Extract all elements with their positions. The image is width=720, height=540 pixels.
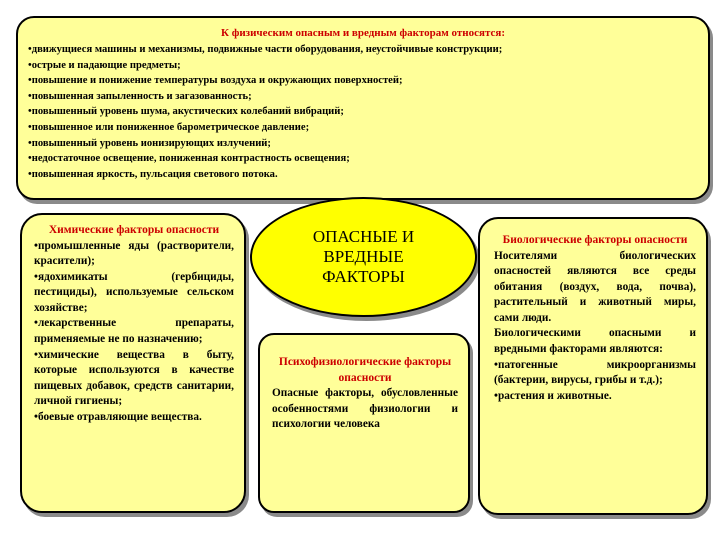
bio-factors-box <box>478 217 708 515</box>
list-item: •растения и животные. <box>494 389 612 402</box>
central-title: ОПАСНЫЕ И ВРЕДНЫЕ ФАКТОРЫ <box>312 227 415 286</box>
list-item: •движущиеся машины и механизмы, подвижные части оборудования, неустойчивые конструкции; <box>28 44 503 55</box>
list-item: •боевые отравляющие вещества. <box>34 411 202 424</box>
bio-factors-text: Носителями биологических опасностей являются все среды обитания (воздух, вода, почва), растительный и животный миры, сами люди. <box>494 249 696 324</box>
physical-factors-title: К физическим опасным и вредным факторам относятся: <box>221 27 505 39</box>
chemical-factors-box <box>20 213 246 513</box>
chemical-factors-title: Химические факторы опасности <box>48 224 220 236</box>
physical-factors-box <box>16 16 710 200</box>
list-item: •патогенные микроорганизмы (бактерии, вирусы, грибы и т.д.); <box>494 358 696 387</box>
psycho-factors-title: Психофизиологические факторы опасности <box>278 356 452 384</box>
list-item: •недостаточное освещение, пониженная контрастность освещения; <box>28 153 350 165</box>
list-item: •повышение и понижение температуры воздуха и окружающих поверхностей; <box>28 75 403 87</box>
physical-factors-list <box>28 42 698 182</box>
bio-factors-title: Биологические факторы опасности <box>502 234 688 246</box>
psycho-factors-text: Опасные факторы, обусловленные особенностями физиологии и психологии человека <box>272 387 458 431</box>
list-item: •повышенная яркость, пульсация светового потока. <box>28 168 278 180</box>
list-item: •повышенная запыленность и загазованность; <box>28 90 252 102</box>
bio-factors-text-2: Биологическими опасными и вредными факторами являются: <box>494 327 696 356</box>
list-item: •лекарственные препараты, применяемые не по назначению; <box>34 317 234 346</box>
list-item: •ядохимикаты (гербициды, пестициды), используемые сельском хозяйстве; <box>34 270 234 314</box>
bio-factors-list <box>494 358 696 405</box>
list-item: •повышенное или пониженное барометрическое давление; <box>28 121 310 133</box>
list-item: •острые и падающие предметы; <box>28 59 181 71</box>
list-item: •промышленные яды (растворители, красители); <box>34 239 234 268</box>
central-oval <box>250 197 477 317</box>
list-item: •повышенный уровень ионизирующих излучений; <box>28 137 271 149</box>
list-item: •повышенный уровень шума, акустических колебаний вибраций; <box>28 106 344 118</box>
list-item: •химические вещества в быту, которые используются в качестве пищевых добавок, средств санитарии, личной гигиены; <box>34 348 234 408</box>
psycho-factors-box <box>258 333 470 513</box>
